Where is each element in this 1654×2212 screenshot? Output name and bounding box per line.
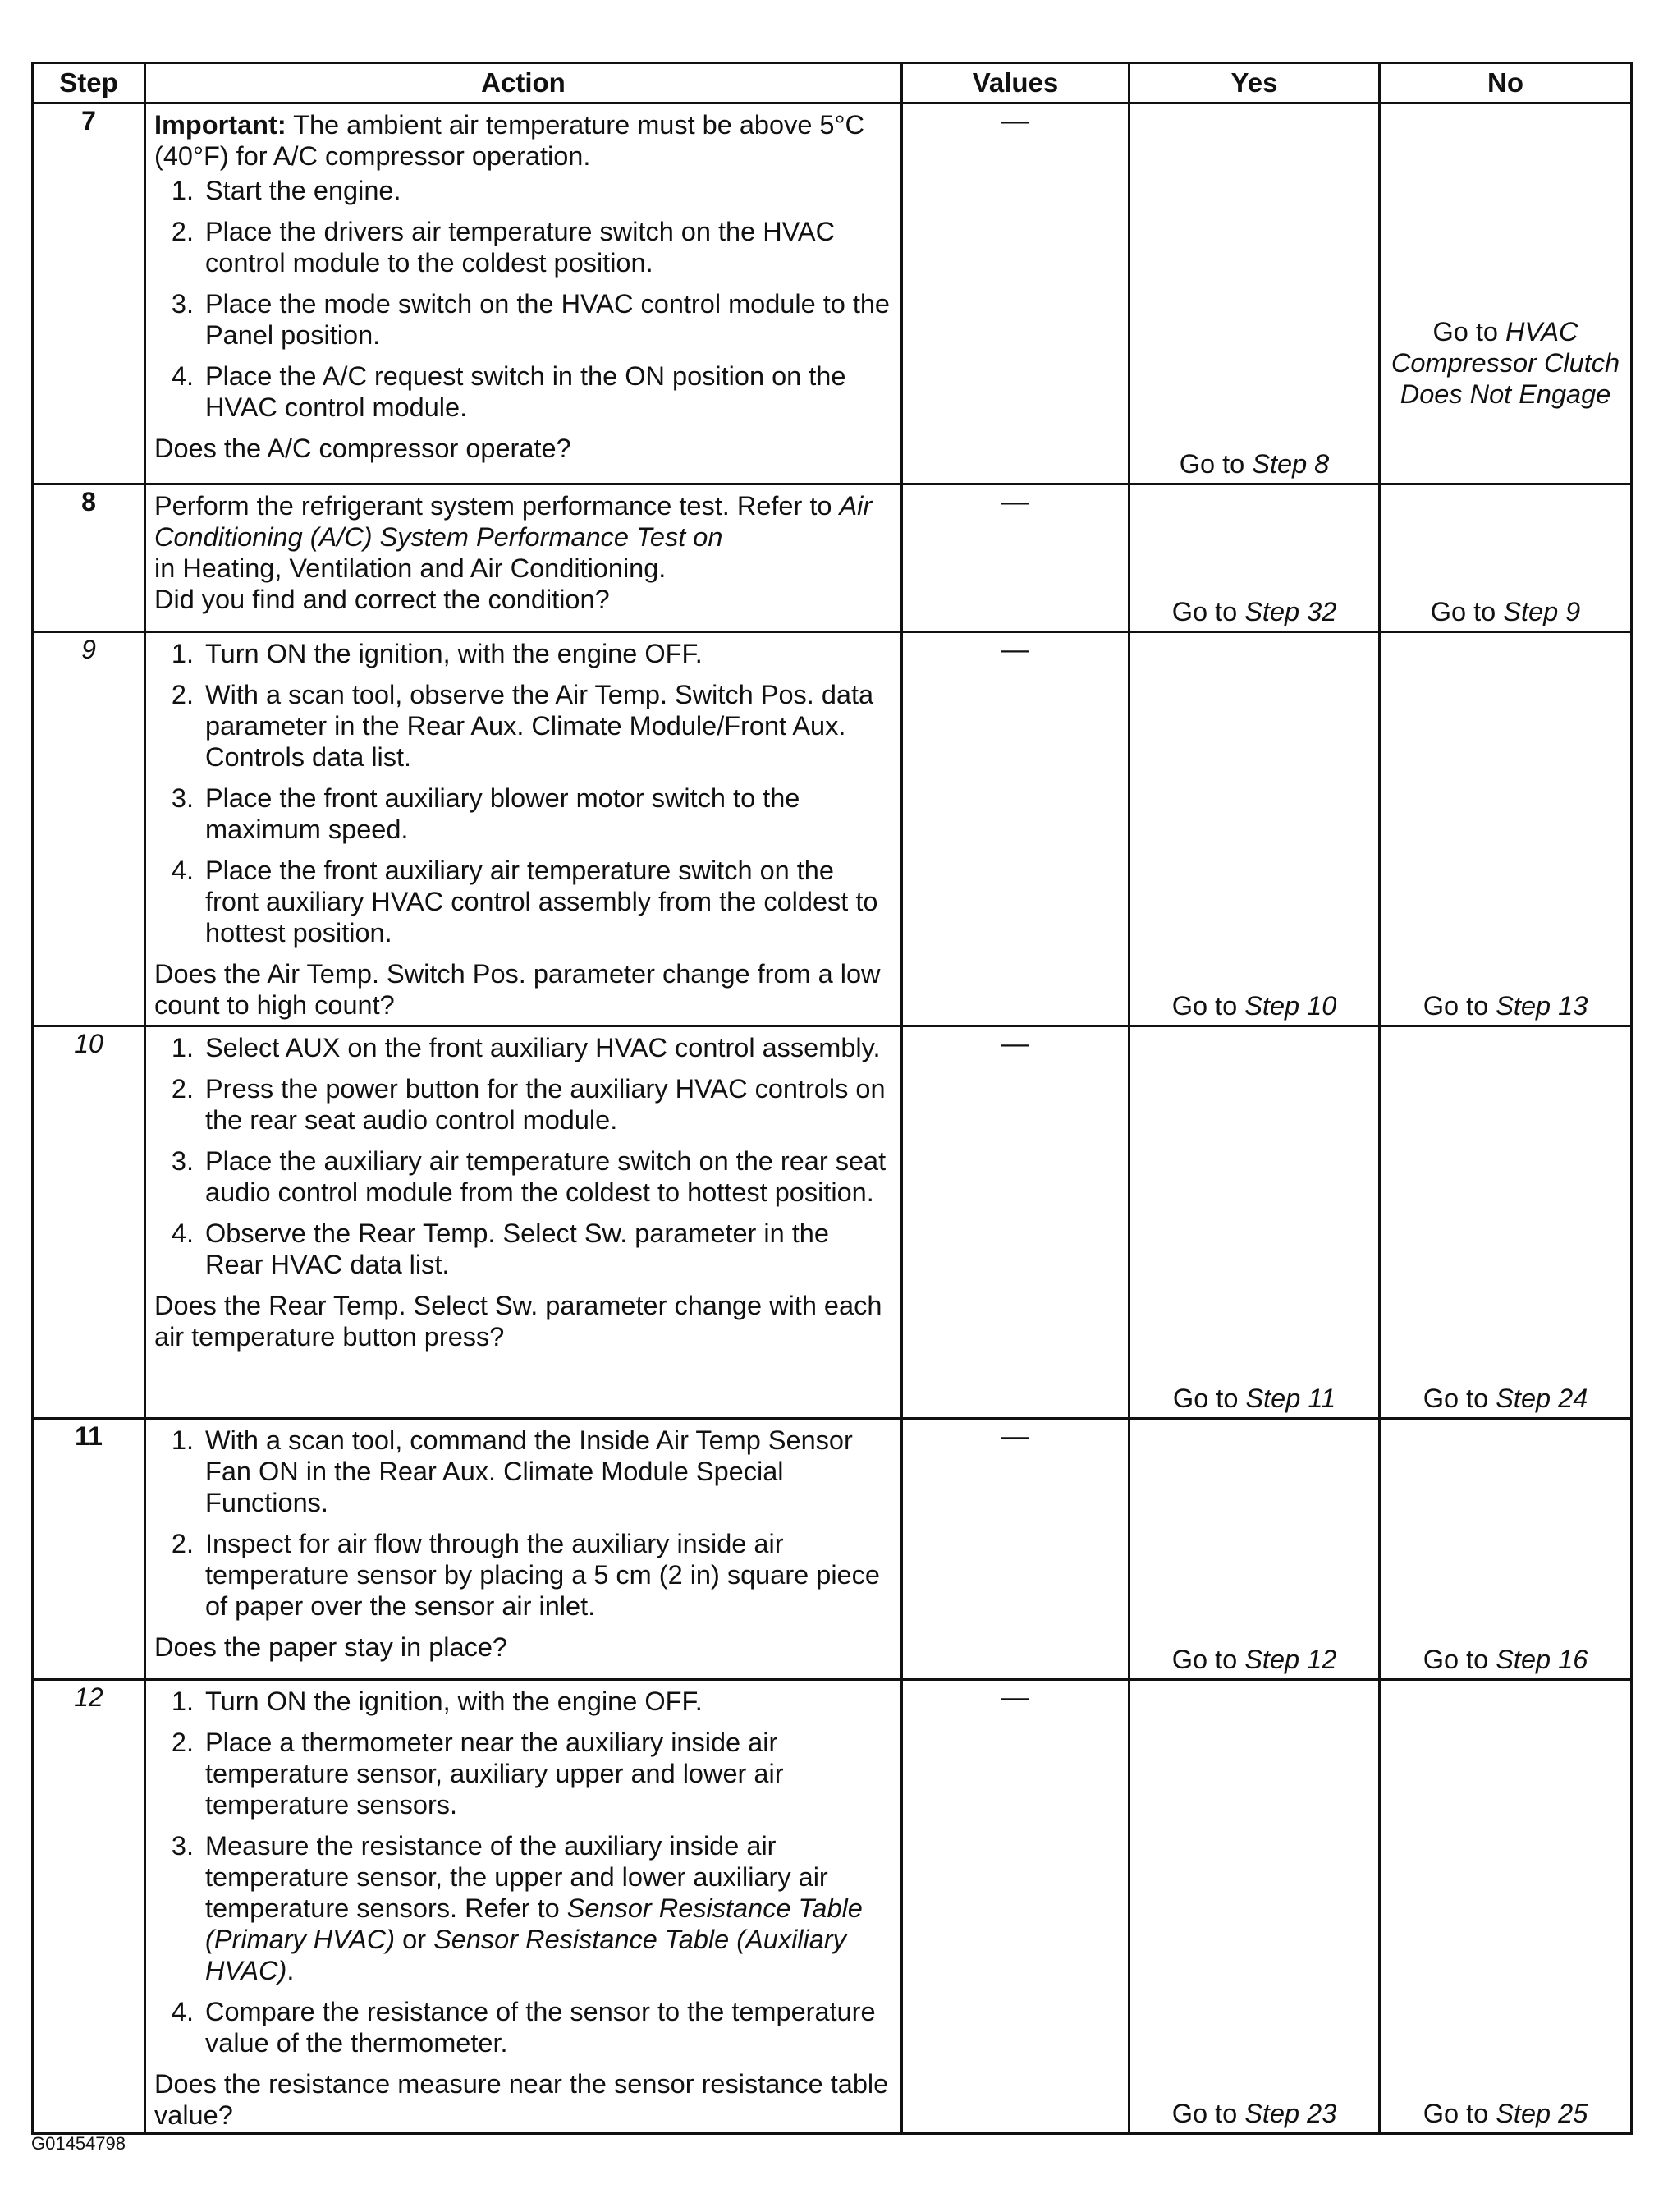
no-cell bbox=[1380, 1026, 1632, 1419]
no-goto[interactable]: Go to Step 9 bbox=[1430, 597, 1581, 626]
list-item: 1. With a scan tool, command the Inside Air Temp Sensor Fan ON in the Rear Aux. Climate Module Special Functions. bbox=[171, 1425, 853, 1517]
yes-cell bbox=[1129, 1026, 1380, 1419]
reference-link[interactable]: Air Conditioning (A/C) System Performance Test on bbox=[154, 491, 873, 552]
list-item: 4. Place the A/C request switch in the ON position on the HVAC control module. bbox=[171, 361, 846, 422]
no-goto[interactable]: Go to Step 25 bbox=[1423, 2099, 1588, 2128]
yes-cell bbox=[1129, 484, 1380, 632]
yes-goto[interactable]: Go to Step 8 bbox=[1179, 449, 1330, 479]
list-item: 3. Measure the resistance of the auxiliary inside air temperature sensor, the upper and lower auxiliary air temperature sensors. Refer to Sensor Resistance Table (Primary HVAC) or Sensor Resistance Table (Auxiliary HVAC). bbox=[171, 1831, 863, 1985]
list-item: 1. Turn ON the ignition, with the engine OFF. bbox=[171, 639, 703, 668]
action-cell bbox=[145, 1680, 902, 2134]
list-item: 3. Place the front auxiliary blower motor switch to the maximum speed. bbox=[171, 783, 800, 844]
action-list bbox=[154, 1032, 892, 1280]
step-number: 7 bbox=[33, 103, 145, 484]
no-cell bbox=[1380, 1419, 1632, 1680]
step-number: 12 bbox=[33, 1680, 145, 2134]
question-text: Does the resistance measure near the sensor resistance table value? bbox=[154, 2069, 889, 2130]
no-goto[interactable]: Go to Step 24 bbox=[1423, 1384, 1588, 1413]
yes-cell bbox=[1129, 632, 1380, 1026]
action-cell bbox=[145, 1026, 902, 1419]
reference-link[interactable]: Sensor Resistance Table (Primary HVAC) bbox=[205, 1893, 863, 1954]
yes-goto[interactable]: Go to Step 10 bbox=[1171, 991, 1337, 1021]
values-cell: — bbox=[902, 103, 1129, 484]
step-number: 9 bbox=[33, 632, 145, 1026]
step-number: 11 bbox=[33, 1419, 145, 1680]
action-list bbox=[154, 1686, 892, 2058]
header-row bbox=[33, 63, 1632, 103]
table-row-step-9 bbox=[33, 632, 1632, 1026]
yes-cell bbox=[1129, 1680, 1380, 2134]
action-list bbox=[154, 638, 892, 948]
no-goto[interactable]: Go to Step 16 bbox=[1423, 1645, 1588, 1674]
list-item: 4. Compare the resistance of the sensor to the temperature value of the thermometer. bbox=[171, 1997, 876, 2058]
action-list bbox=[154, 175, 892, 423]
header-step: Step bbox=[33, 63, 145, 103]
action-cell bbox=[145, 484, 902, 632]
diagnostic-table bbox=[31, 62, 1633, 2135]
list-item: 1. Select AUX on the front auxiliary HVAC control assembly. bbox=[171, 1033, 881, 1062]
table-row-step-7 bbox=[33, 103, 1632, 484]
header-action: Action bbox=[145, 63, 902, 103]
action-list bbox=[154, 1425, 892, 1622]
values-cell: — bbox=[902, 1026, 1129, 1419]
no-cell bbox=[1380, 484, 1632, 632]
no-cell bbox=[1380, 103, 1632, 484]
values-cell: — bbox=[902, 484, 1129, 632]
action-text: Perform the refrigerant system performance test. Refer to Air Conditioning (A/C) System Performance Test on bbox=[154, 491, 873, 552]
list-item: 1. Start the engine. bbox=[171, 176, 401, 205]
table-row-step-11 bbox=[33, 1419, 1632, 1680]
step-number: 8 bbox=[33, 484, 145, 632]
no-goto[interactable]: Go to HVAC Compressor Clutch Does Not Engage bbox=[1391, 317, 1620, 409]
figure-id: G01454798 bbox=[31, 2133, 126, 2154]
yes-goto[interactable]: Go to Step 23 bbox=[1171, 2099, 1337, 2128]
question-text: Does the A/C compressor operate? bbox=[154, 434, 571, 463]
header-no: No bbox=[1380, 63, 1632, 103]
no-cell bbox=[1380, 632, 1632, 1026]
list-item: 2. With a scan tool, observe the Air Temp. Switch Pos. data parameter in the Rear Aux. Climate Module/Front Aux. Controls data list. bbox=[171, 680, 874, 772]
yes-cell bbox=[1129, 1419, 1380, 1680]
action-cell bbox=[145, 103, 902, 484]
list-item: 1. Turn ON the ignition, with the engine OFF. bbox=[171, 1687, 703, 1716]
list-item: 4. Observe the Rear Temp. Select Sw. parameter in the Rear HVAC data list. bbox=[171, 1218, 829, 1279]
important-text: The ambient air temperature must be above 5°C (40°F) for A/C compressor operation. bbox=[154, 110, 864, 171]
action-cell bbox=[145, 632, 902, 1026]
values-cell: — bbox=[902, 1680, 1129, 2134]
question-text: Does the Air Temp. Switch Pos. parameter change from a low count to high count? bbox=[154, 959, 881, 1020]
action-cell bbox=[145, 1419, 902, 1680]
list-item: 3. Place the mode switch on the HVAC control module to the Panel position. bbox=[171, 289, 891, 350]
list-item: 4. Place the front auxiliary air temperature switch on the front auxiliary HVAC control assembly from the coldest to hottest position. bbox=[171, 856, 878, 948]
no-cell bbox=[1380, 1680, 1632, 2134]
step-number: 10 bbox=[33, 1026, 145, 1419]
important-label: Important: bbox=[154, 110, 286, 140]
yes-goto[interactable]: Go to Step 32 bbox=[1171, 597, 1337, 626]
list-item: 2. Inspect for air flow through the auxiliary inside air temperature sensor by placing a 5 cm (2 in) square piece of paper over the sensor air inlet. bbox=[171, 1529, 880, 1621]
no-goto[interactable]: Go to Step 13 bbox=[1423, 991, 1588, 1021]
values-cell: — bbox=[902, 632, 1129, 1026]
list-item: 3. Place the auxiliary air temperature switch on the rear seat audio control module from the coldest to hottest position. bbox=[171, 1146, 887, 1207]
action-text-2: in Heating, Ventilation and Air Conditioning. bbox=[154, 553, 667, 583]
reference-link[interactable]: Sensor Resistance Table (Auxiliary HVAC) bbox=[205, 1925, 846, 1985]
list-item: 2. Press the power button for the auxiliary HVAC controls on the rear seat audio control module. bbox=[171, 1074, 886, 1135]
list-item: 2. Place the drivers air temperature switch on the HVAC control module to the coldest position. bbox=[171, 217, 836, 278]
header-values: Values bbox=[902, 63, 1129, 103]
values-cell: — bbox=[902, 1419, 1129, 1680]
yes-goto[interactable]: Go to Step 12 bbox=[1171, 1645, 1337, 1674]
table-row-step-8 bbox=[33, 484, 1632, 632]
important-note bbox=[154, 109, 892, 172]
table-row-step-12 bbox=[33, 1680, 1632, 2134]
list-item: 2. Place a thermometer near the auxiliary inside air temperature sensor, auxiliary upper and lower air temperature sensors. bbox=[171, 1728, 784, 1820]
yes-goto[interactable]: Go to Step 11 bbox=[1172, 1384, 1336, 1413]
question-text: Does the paper stay in place? bbox=[154, 1632, 507, 1662]
question-text: Does the Rear Temp. Select Sw. parameter change with each air temperature button press? bbox=[154, 1291, 882, 1352]
header-yes: Yes bbox=[1129, 63, 1380, 103]
table-row-step-10 bbox=[33, 1026, 1632, 1419]
question-text: Did you find and correct the condition? bbox=[154, 585, 610, 614]
yes-cell bbox=[1129, 103, 1380, 484]
